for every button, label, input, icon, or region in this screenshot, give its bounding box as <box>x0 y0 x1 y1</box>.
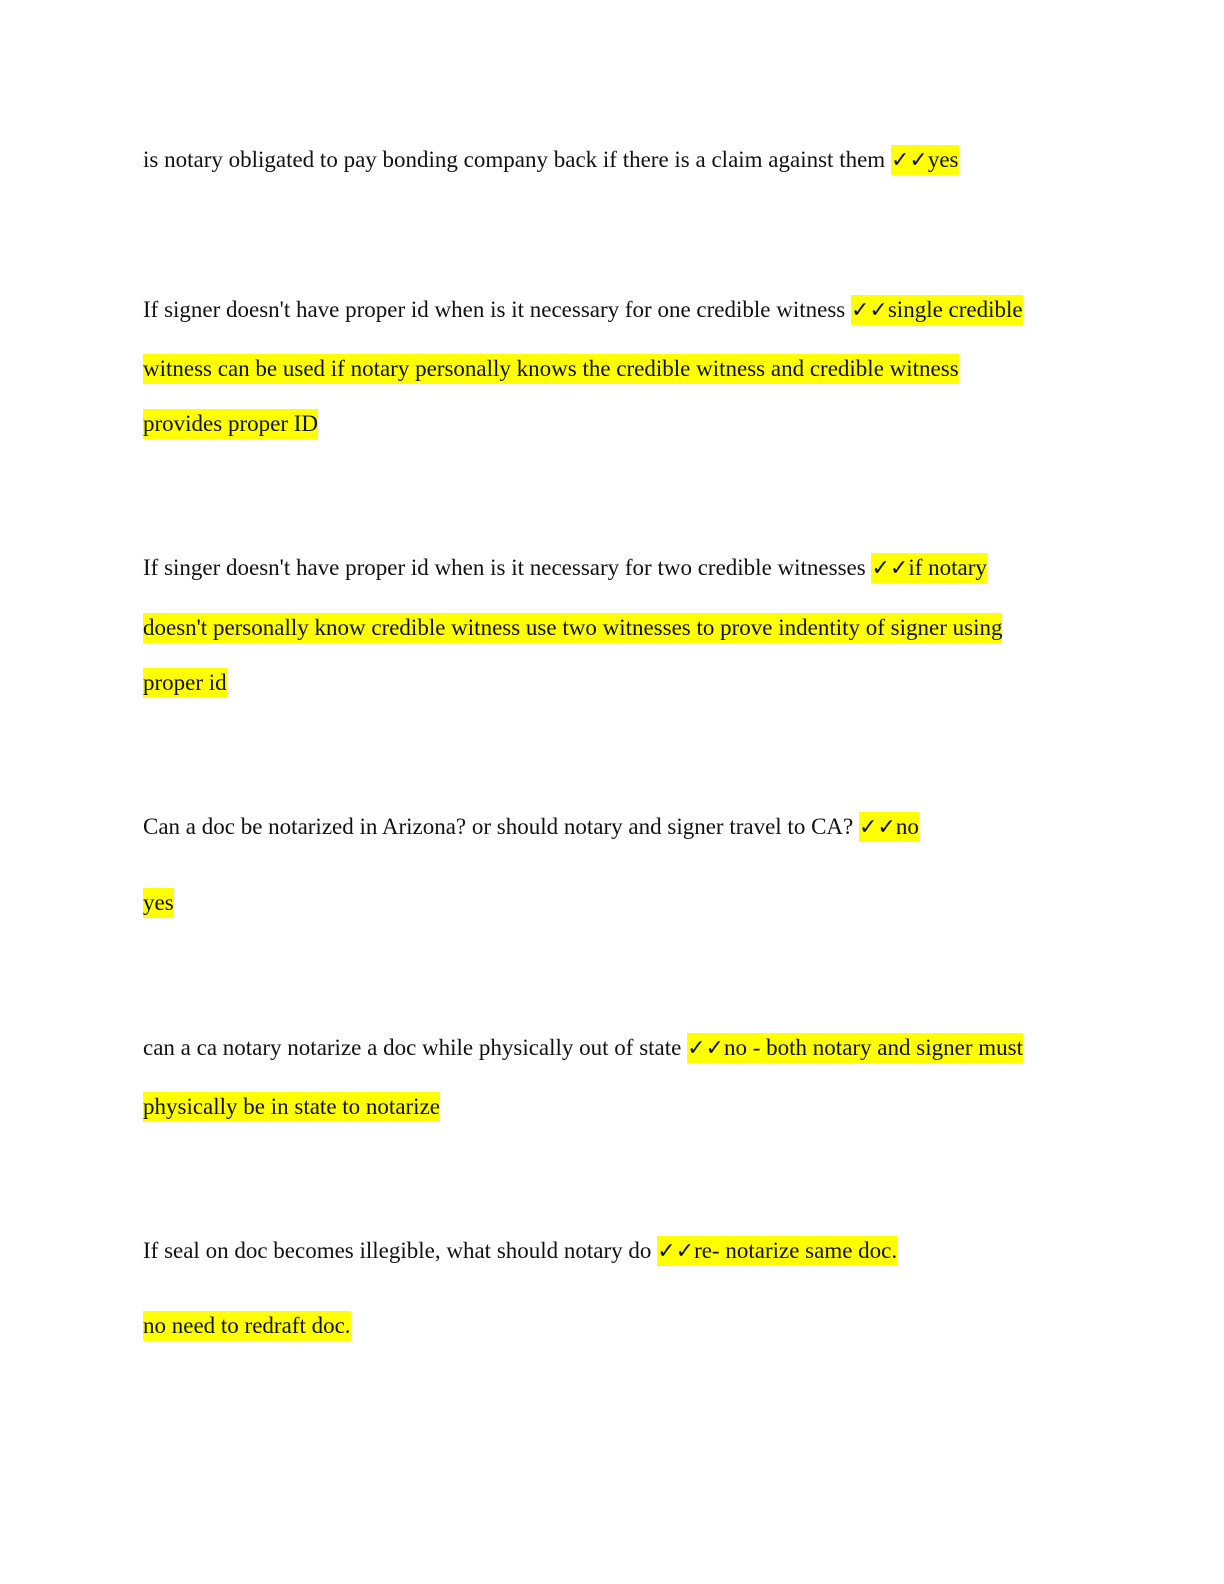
question-line <box>143 553 987 584</box>
answer-text: witness can be used if notary personally knows the credible witness and credible witness <box>143 354 959 384</box>
question-line <box>143 295 1023 326</box>
answer-text: proper id <box>143 668 227 698</box>
double-check-icon: ✓✓ <box>657 1239 695 1264</box>
answer-line <box>143 613 1002 643</box>
answer-text: physically be in state to notarize <box>143 1092 440 1122</box>
double-check-icon: ✓✓ <box>890 148 928 173</box>
answer-text: doesn't personally know credible witness use two witnesses to prove indentity of signer using <box>143 613 1002 643</box>
question-line <box>143 1033 1023 1064</box>
answer-text: yes <box>143 888 174 918</box>
answer-line <box>143 668 227 698</box>
question-text: If singer doesn't have proper id when is it necessary for two credible witnesses <box>143 555 866 580</box>
answer-text: yes <box>927 147 959 172</box>
double-check-icon: ✓✓ <box>871 556 909 581</box>
answer-line <box>143 1311 351 1341</box>
answer-line <box>143 1092 440 1122</box>
answer-highlight <box>657 1236 897 1266</box>
answer-text: if notary <box>908 555 987 580</box>
answer-text: no <box>895 814 919 839</box>
question-text: is notary obligated to pay bonding company back if there is a claim against them <box>143 147 886 172</box>
question-text: Can a doc be notarized in Arizona? or should notary and signer travel to CA? <box>143 814 854 839</box>
answer-line <box>143 409 318 439</box>
answer-highlight <box>859 812 919 842</box>
answer-highlight <box>687 1033 1023 1063</box>
question-line <box>143 812 919 843</box>
double-check-icon: ✓✓ <box>858 815 896 840</box>
question-text: If seal on doc becomes illegible, what should notary do <box>143 1238 652 1263</box>
double-check-icon: ✓✓ <box>687 1036 724 1061</box>
answer-line <box>143 354 959 384</box>
answer-highlight <box>891 145 959 175</box>
answer-text: provides proper ID <box>143 409 318 439</box>
answer-text: no - both notary and signer must <box>724 1035 1023 1060</box>
question-line <box>143 1236 897 1267</box>
answer-text: re- notarize same doc. <box>694 1238 898 1263</box>
answer-text: no need to redraft doc. <box>143 1311 351 1341</box>
question-line <box>143 145 959 176</box>
question-text: If signer doesn't have proper id when is it necessary for one credible witness <box>143 297 846 322</box>
answer-line <box>143 888 174 918</box>
answer-text: single credible <box>887 297 1023 322</box>
answer-highlight <box>871 553 986 583</box>
question-text: can a ca notary notarize a doc while physically out of state <box>143 1035 682 1060</box>
double-check-icon: ✓✓ <box>850 298 888 323</box>
answer-highlight <box>851 295 1023 325</box>
